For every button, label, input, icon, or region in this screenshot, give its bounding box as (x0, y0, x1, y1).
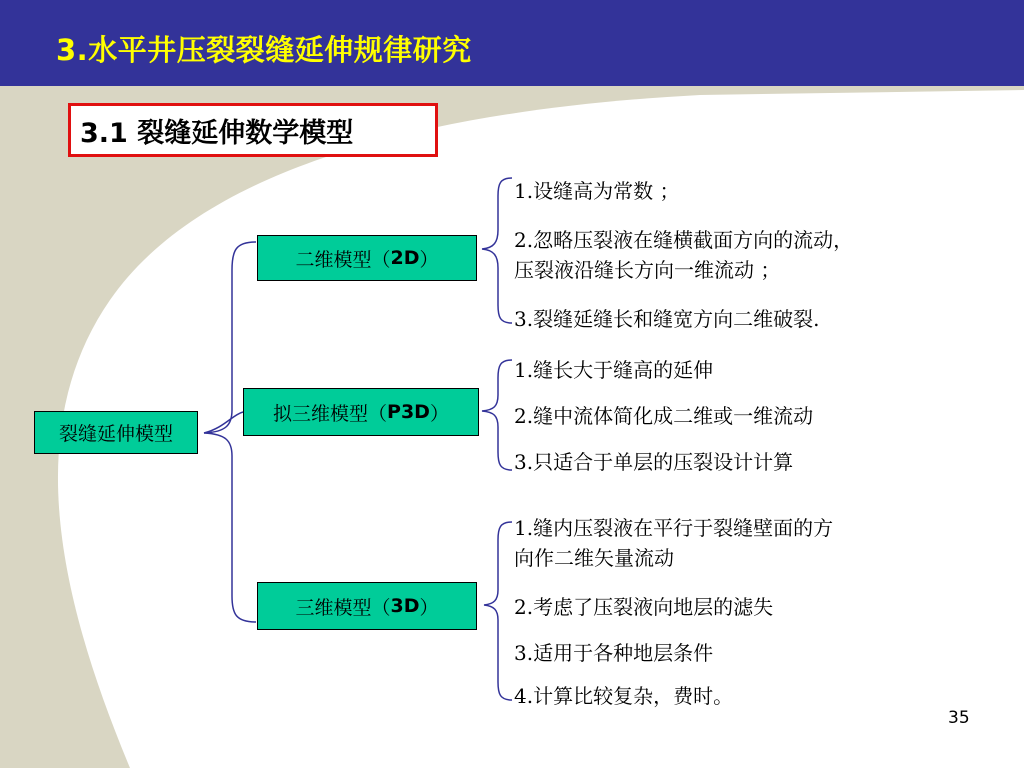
model-p3d-label-suffix: ） (429, 402, 449, 425)
model-3d-item: 3.适用于各种地层条件 (514, 641, 714, 665)
root-node (34, 411, 198, 454)
model-2d-item: 2.忽略压裂液在缝横截面方向的流动， (514, 228, 854, 252)
model-p3d-label-prefix: 拟三维模型（ (273, 402, 388, 425)
model-2d-label-prefix: 二维模型（ (295, 248, 391, 271)
model-node-p3d (243, 388, 479, 436)
model-3d-item: 4.计算比较复杂，费时。 (514, 684, 734, 708)
model-3d-label-code: 3D (390, 595, 420, 617)
model-2d-item: 1.设缝高为常数 ； (514, 179, 680, 203)
model-2d-item: 3.裂缝延缝长和缝宽方向二维破裂. (514, 307, 820, 331)
model-node-2d (257, 235, 477, 281)
model-2d-label-code: 2D (390, 247, 420, 269)
model-p3d-item: 2.缝中流体简化成二维或一维流动 (514, 404, 814, 428)
root-node-label: 裂缝延伸模型 (58, 423, 173, 445)
model-2d-item-continuation: 压裂液沿缝长方向一维流动 ； (514, 258, 781, 282)
model-2d-label-suffix: ） (419, 248, 439, 271)
model-3d-item-continuation: 向作二维矢量流动 (514, 546, 674, 570)
model-p3d-item: 3.只适合于单层的压裂设计计算 (514, 450, 794, 474)
model-node-3d (257, 582, 477, 630)
slide-title: 3.水平井压裂裂缝延伸规律研究 (56, 33, 472, 67)
page-number: 35 (948, 708, 970, 728)
model-p3d-item: 1.缝长大于缝高的延伸 (514, 358, 714, 382)
model-p3d-label-code: P3D (387, 401, 430, 423)
model-3d-item: 2.考虑了压裂液向地层的滤失 (514, 595, 774, 619)
model-3d-label-suffix: ） (419, 596, 439, 619)
model-3d-item: 1.缝内压裂液在平行于裂缝壁面的方 (514, 516, 834, 540)
section-subtitle: 3.1 裂缝延伸数学模型 (80, 118, 354, 149)
model-3d-label-prefix: 三维模型（ (295, 596, 391, 619)
